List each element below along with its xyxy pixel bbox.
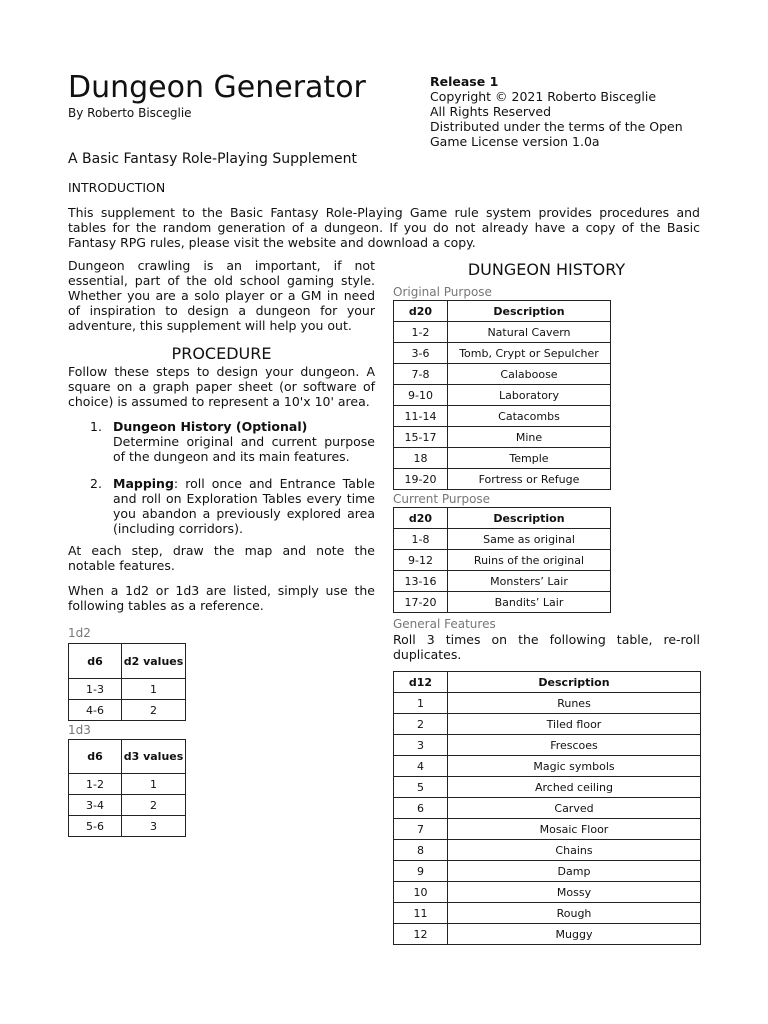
table-cell: 1 [122, 774, 186, 795]
table-cell: 13-16 [394, 571, 448, 592]
table-header: Description [448, 508, 611, 529]
procedure-heading: PROCEDURE [171, 344, 272, 363]
table-row [394, 735, 701, 756]
table-cell: 3-6 [394, 343, 448, 364]
copyright-line: Copyright © 2021 Roberto Bisceglie [430, 89, 657, 104]
table-cell: 18 [394, 448, 448, 469]
table-row [69, 816, 186, 837]
table-cell: 1-2 [394, 322, 448, 343]
table-cell: 5-6 [69, 816, 122, 837]
table-header: d20 [394, 508, 448, 529]
step-number: 1. [90, 419, 102, 434]
table-row [394, 592, 611, 613]
table-cell: 12 [394, 924, 448, 945]
table-cell: 9 [394, 861, 448, 882]
document-subtitle: A Basic Fantasy Role-Playing Supplement [68, 151, 358, 167]
table-cell: 1 [394, 693, 448, 714]
table-cell: 4 [394, 756, 448, 777]
table-cell: 17-20 [394, 592, 448, 613]
table-cell: Fortress or Refuge [448, 469, 611, 490]
table-row [394, 448, 611, 469]
table-cell: 2 [394, 714, 448, 735]
document-title: Dungeon Generator [68, 70, 366, 105]
left-intro-paragraph: Dungeon crawling is an important, if not essential, part of the old school gaming style. Whether you are a solo player or a GM in need of inspiration to design a dungeon for your adventure, this supplement will help you out. [68, 258, 375, 333]
table-cell: 8 [394, 840, 448, 861]
table-cell: Same as original [448, 529, 611, 550]
table-row [394, 406, 611, 427]
table-header: d2 values [122, 644, 186, 679]
table-header: d20 [394, 301, 448, 322]
table-cell: Carved [448, 798, 701, 819]
author-byline: By Roberto Bisceglie [68, 106, 192, 120]
table-cell: Frescoes [448, 735, 701, 756]
table-row [394, 427, 611, 448]
table-cell: Calaboose [448, 364, 611, 385]
table-cell: 3 [394, 735, 448, 756]
table-cell: 19-20 [394, 469, 448, 490]
table-cell: Damp [448, 861, 701, 882]
table-cell: Temple [448, 448, 611, 469]
table-cell: 3-4 [69, 795, 122, 816]
step-title: Dungeon History (Optional) [113, 419, 308, 434]
table-cell: 1-3 [69, 679, 122, 700]
table-cell: 10 [394, 882, 448, 903]
table-cell: Catacombs [448, 406, 611, 427]
table-cell: 11-14 [394, 406, 448, 427]
table-cell: 6 [394, 798, 448, 819]
table-row [394, 529, 611, 550]
table-cell: 15-17 [394, 427, 448, 448]
step-text: : roll once and Entrance Table and roll on Exploration Tables every time you abandon a previously explored area (including corridors). [113, 476, 375, 536]
original-purpose-caption: Original Purpose [393, 285, 492, 299]
release-info [430, 74, 730, 149]
procedure-step [68, 419, 375, 464]
copyright-line: Game License version 1.0a [430, 134, 600, 149]
table-row [394, 322, 611, 343]
table-row [394, 861, 701, 882]
table-header: d6 [69, 644, 122, 679]
procedure-paragraph: Follow these steps to design your dungeon. A square on a graph paper sheet (or software of choice) is assumed to represent a 10'x 10' area. [68, 364, 375, 409]
general-features-caption: General Features [393, 617, 496, 631]
step-title: Mapping [113, 476, 174, 491]
table-cell: Runes [448, 693, 701, 714]
table-row [394, 364, 611, 385]
table-cell: Rough [448, 903, 701, 924]
table-cell: Arched ceiling [448, 777, 701, 798]
table-row [394, 714, 701, 735]
table-cell: Muggy [448, 924, 701, 945]
table-cell: Mosaic Floor [448, 819, 701, 840]
table-row [394, 903, 701, 924]
table-row [394, 756, 701, 777]
table-cell: 1-8 [394, 529, 448, 550]
table-cell: 9-12 [394, 550, 448, 571]
table-row [394, 840, 701, 861]
table-cell: Chains [448, 840, 701, 861]
release-label: Release 1 [430, 74, 499, 89]
original-purpose-table [393, 300, 611, 490]
table-cell: 1-2 [69, 774, 122, 795]
procedure-steps [68, 419, 375, 548]
procedure-step [68, 476, 375, 536]
table-header: d3 values [122, 740, 186, 774]
table-header: Description [448, 672, 701, 693]
step-text: Determine original and current purpose of the dungeon and its main features. [113, 434, 375, 464]
table-row [69, 700, 186, 721]
general-features-paragraph: Roll 3 times on the following table, re-roll duplicates. [393, 632, 700, 662]
table-row [394, 571, 611, 592]
table-cell: 5 [394, 777, 448, 798]
table-row [394, 469, 611, 490]
table-cell: Laboratory [448, 385, 611, 406]
table-row [69, 795, 186, 816]
table-row [394, 693, 701, 714]
table-cell: Mossy [448, 882, 701, 903]
table-cell: Ruins of the original [448, 550, 611, 571]
copyright-line: All Rights Reserved [430, 104, 552, 119]
copyright-line: Distributed under the terms of the Open [430, 119, 683, 134]
table-row [394, 798, 701, 819]
d2-table-caption: 1d2 [68, 626, 91, 640]
table-cell: Natural Cavern [448, 322, 611, 343]
table-row [69, 679, 186, 700]
table-cell: Monsters’ Lair [448, 571, 611, 592]
table-header: Description [448, 301, 611, 322]
table-row [69, 774, 186, 795]
table-cell: Tiled floor [448, 714, 701, 735]
table-row [394, 819, 701, 840]
step-number: 2. [90, 476, 102, 491]
table-cell: 7-8 [394, 364, 448, 385]
table-cell: Bandits’ Lair [448, 592, 611, 613]
current-purpose-table [393, 507, 611, 613]
table-row [394, 343, 611, 364]
table-cell: 3 [122, 816, 186, 837]
general-features-table [393, 671, 701, 945]
table-cell: Mine [448, 427, 611, 448]
d3-table [68, 739, 186, 837]
table-cell: 2 [122, 795, 186, 816]
table-row [394, 882, 701, 903]
step-note-paragraph: At each step, draw the map and note the notable features. [68, 543, 375, 573]
table-header: d6 [69, 740, 122, 774]
intro-paragraph: This supplement to the Basic Fantasy Role-Playing Game rule system provides procedures and tables for the random generation of a dungeon. If you do not already have a copy of the Basic Fantasy RPG rules, please visit the website and download a copy. [68, 205, 700, 250]
d2-table [68, 643, 186, 721]
table-row [394, 550, 611, 571]
table-cell: 7 [394, 819, 448, 840]
table-cell: Tomb, Crypt or Sepulcher [448, 343, 611, 364]
dice-reference-paragraph: When a 1d2 or 1d3 are listed, simply use the following tables as a reference. [68, 583, 375, 613]
dungeon-history-heading: DUNGEON HISTORY [467, 260, 626, 279]
table-cell: 9-10 [394, 385, 448, 406]
table-row [394, 777, 701, 798]
table-cell: 11 [394, 903, 448, 924]
table-cell: Magic symbols [448, 756, 701, 777]
table-cell: 1 [122, 679, 186, 700]
d3-table-caption: 1d3 [68, 723, 91, 737]
table-row [394, 385, 611, 406]
table-cell: 2 [122, 700, 186, 721]
table-cell: 4-6 [69, 700, 122, 721]
current-purpose-caption: Current Purpose [393, 492, 491, 506]
table-row [394, 924, 701, 945]
table-header: d12 [394, 672, 448, 693]
intro-heading: INTRODUCTION [68, 180, 166, 195]
